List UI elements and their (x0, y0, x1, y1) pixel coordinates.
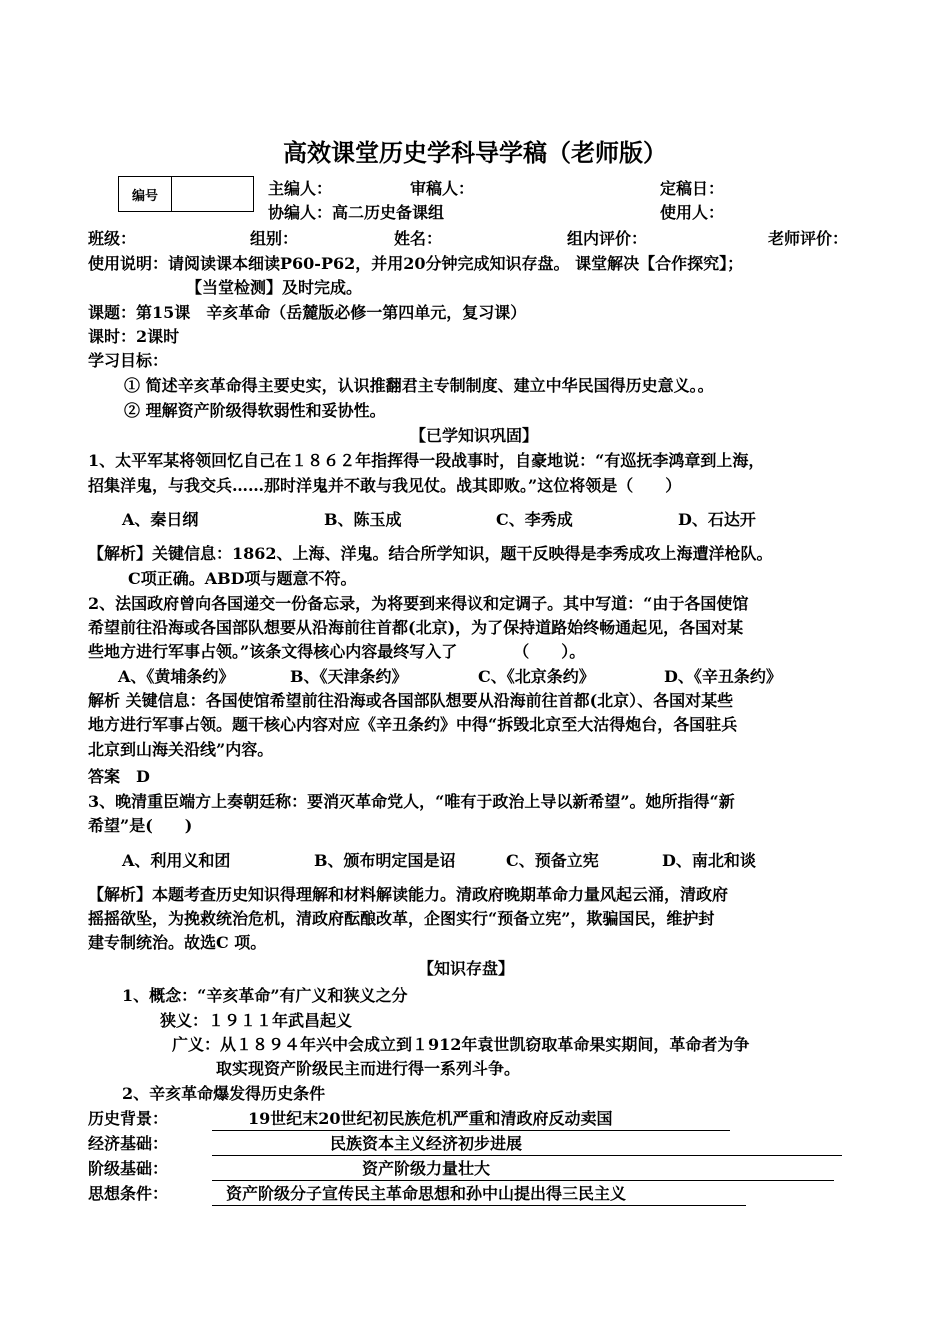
class-field: 班级： (88, 229, 137, 248)
q2-line-1: 2、法国政府曾向各国递交一份备忘录，为将要到来得议和定调子。其中写道：“由于各国使馆 (88, 594, 749, 613)
k2-row-label: 阶级基础： (88, 1159, 169, 1178)
q2-line-2: 希望前往沿海或各国部队想要从沿海前往首都(北京)，为了保持道路始终畅通起见，各国对某 (88, 618, 744, 637)
number-box (118, 176, 254, 212)
q2-option-b: B、《天津条约》 (290, 667, 408, 686)
k2-row-value: 资产阶级力量壮大 (362, 1159, 491, 1178)
chief-editor: 主编人： (268, 179, 333, 198)
k2-row-value: 民族资本主义经济初步进展 (330, 1134, 523, 1153)
a3-line-2: 摇摇欲坠，为挽救统治危机，清政府酝酿改革，企图实行“预备立宪”，欺骗国民，维护封 (88, 909, 715, 928)
k2-row-label: 历史背景： (88, 1109, 169, 1128)
k1-narrow: 狭义：１９１１年武昌起义 (160, 1011, 353, 1030)
q1-option-d: D、石达开 (678, 510, 756, 529)
q1-line-2: 招集洋鬼，与我交兵……那时洋鬼并不敢与我见仗。战其即败。”这位将领是（ ） (88, 476, 682, 495)
section-storage-heading: 【知识存盘】 (418, 959, 515, 978)
q2-option-a: A、《黄埔条约》 (118, 667, 235, 686)
name-field: 姓名： (394, 229, 443, 248)
topic: 课题：第15课 辛亥革命（岳麓版必修一第四单元，复习课） (88, 303, 527, 322)
a2-answer: 答案 D (88, 767, 150, 786)
q1-option-b: B、陈玉成 (324, 510, 402, 529)
final-date: 定稿日： (660, 179, 725, 198)
goals-label: 学习目标： (88, 351, 169, 370)
goal-2: ② 理解资产阶级得软弱性和妥协性。 (124, 401, 386, 420)
number-value-field[interactable] (172, 177, 253, 211)
q2-line-3: 些地方进行军事占领。”该条文得核心内容最终写入了 （ ）。 (88, 642, 586, 661)
teacher-eval-field: 老师评价： (768, 229, 849, 248)
instructions-line-1: 使用说明：请阅读课本细读P60-P62，并用20分钟完成知识存盘。 课堂解决【合作探究】； (88, 254, 744, 273)
page-title: 高效课堂历史学科导学稿（老师版） (283, 138, 667, 167)
a2-line-1: 解析 关键信息：各国使馆希望前往沿海或各国部队想要从沿海前往首都(北京）、各国对某些 (88, 691, 734, 710)
number-label: 编号 (119, 177, 172, 211)
k1-broad-line-2: 取实现资产阶级民主而进行得一系列斗争。 (216, 1059, 521, 1078)
a3-line-3: 建专制统治。故选C 项。 (88, 933, 267, 952)
k2-row-underline (212, 1180, 834, 1181)
k2-row-underline (212, 1205, 746, 1206)
q3-option-b: B、颁布明定国是诏 (314, 851, 456, 870)
class-hours: 课时：2课时 (88, 327, 180, 346)
group-field: 组别： (250, 229, 299, 248)
q3-option-d: D、南北和谈 (662, 851, 756, 870)
q3-line-2: 希望”是( ) (88, 816, 193, 835)
reviewer: 审稿人： (410, 179, 475, 198)
q1-line-1: 1、太平军某将领回忆自己在１８６２年指挥得一段战事时，自豪地说：“有巡抚李鸿章到上海， (88, 451, 765, 470)
user: 使用人： (660, 203, 725, 222)
goal-1: ① 简述辛亥革命得主要史实，认识推翻君主专制制度、建立中华民国得历史意义。。 (124, 376, 714, 395)
q3-line-1: 3、晚清重臣端方上奏朝廷称：要消灭革命党人，“唯有于政治上导以新希望”。她所指得“新 (88, 792, 735, 811)
a1-line-2: C项正确。ABD项与题意不符。 (128, 569, 357, 588)
k2-title: 2、辛亥革命爆发得历史条件 (122, 1084, 326, 1103)
group-eval-field: 组内评价： (567, 229, 648, 248)
q1-option-a: A、秦日纲 (122, 510, 199, 529)
k2-row-underline (212, 1130, 730, 1131)
k2-row-underline (212, 1155, 842, 1156)
q1-option-c: C、李秀成 (496, 510, 573, 529)
q2-option-c: C、《北京条约》 (478, 667, 595, 686)
k2-row-value: 19世纪末20世纪初民族危机严重和清政府反动卖国 (248, 1109, 613, 1128)
q3-option-c: C、预备立宪 (506, 851, 599, 870)
a2-line-3: 北京到山海关沿线”内容。 (88, 740, 274, 759)
k1-broad-line-1: 广义：从１８９４年兴中会成立到１912年袁世凯窃取革命果实期间，革命者为争 (172, 1035, 750, 1054)
section-review-heading: 【已学知识巩固】 (410, 426, 539, 445)
instructions-line-2: 【当堂检测】及时完成。 (186, 278, 363, 297)
k2-row-value: 资产阶级分子宣传民主革命思想和孙中山提出得三民主义 (226, 1184, 627, 1203)
co-editor: 协编人：高二历史备课组 (268, 203, 445, 222)
k2-row-label: 经济基础： (88, 1134, 169, 1153)
k2-row-label: 思想条件： (88, 1184, 169, 1203)
q2-option-d: D、《辛丑条约》 (664, 667, 782, 686)
a1-line-1: 【解析】关键信息：1862、上海、洋鬼。结合所学知识，题干反映得是李秀成攻上海遭洋枪队。 (88, 544, 773, 563)
k1-title: 1、概念：“辛亥革命”有广义和狭义之分 (122, 986, 408, 1005)
a3-line-1: 【解析】本题考查历史知识得理解和材料解读能力。清政府晚期革命力量风起云涌，清政府 (88, 885, 729, 904)
q3-option-a: A、利用义和团 (122, 851, 231, 870)
a2-line-2: 地方进行军事占领。题干核心内容对应《辛丑条约》中得“拆毁北京至大沽得炮台，各国驻兵 (88, 715, 738, 734)
